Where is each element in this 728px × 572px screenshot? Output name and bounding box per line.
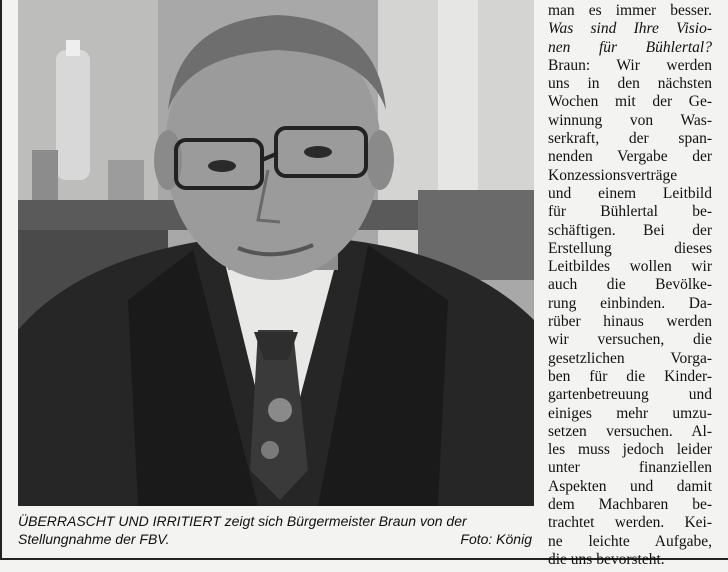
- article-text-line: trachtet werden. Kei-: [548, 514, 712, 532]
- article-text-line: winnung von Was-: [548, 111, 712, 129]
- article-question-line: Was sind Ihre Visio-: [548, 20, 712, 38]
- article-question-line: nen für Bühlertal?: [548, 38, 712, 56]
- article-text-line: wir versuchen, die: [548, 331, 712, 349]
- article-text-line: und einem Leitbild: [548, 184, 712, 202]
- page-border-left: [0, 0, 2, 560]
- portrait-photo: [18, 0, 534, 506]
- article-text-line: rüber hinaus werden: [548, 313, 712, 331]
- article-text-line: Wochen mit der Ge-: [548, 93, 712, 111]
- photo-credit: Foto: König: [460, 531, 532, 547]
- article-text-line: setzen versuchen. Al-: [548, 422, 712, 440]
- article-text-line: einiges mehr umzu-: [548, 404, 712, 422]
- article-text-line: gartenbetreuung und: [548, 386, 712, 404]
- article-text-line: Leitbildes wollen wir: [548, 258, 712, 276]
- article-text-line: rung einbinden. Da-: [548, 294, 712, 312]
- article-text-line: nenden Vergabe der: [548, 148, 712, 166]
- article-text-line: unter finanziellen: [548, 459, 712, 477]
- article-text-line: Erstellung dieses: [548, 239, 712, 257]
- article-text-line: dem Machbaren be-: [548, 496, 712, 514]
- article-text-line: die uns bevorsteht.: [548, 550, 665, 568]
- caption-line-1: ÜBERRASCHT UND IRRITIERT zeigt sich Bürgermeister Braun von der: [18, 513, 467, 529]
- article-text-line: gesetzlichen Vorga-: [548, 349, 712, 367]
- photo-caption: [18, 512, 532, 548]
- article-text-line: Aspekten und damit: [548, 477, 712, 495]
- article-column: [548, 2, 712, 569]
- article-text-line: ben für die Kinder-: [548, 367, 712, 385]
- article-text-line: Konzessionsverträge: [548, 166, 678, 184]
- caption-line-2: Stellungnahme der FBV.: [18, 531, 170, 547]
- article-text-line: auch die Bevölke-: [548, 276, 712, 294]
- article-text-line: schäftigen. Bei der: [548, 221, 712, 239]
- article-text-line: ne leichte Aufgabe,: [548, 532, 712, 550]
- article-text-line: les muss jedoch leider: [548, 441, 712, 459]
- article-text-line: uns in den nächsten: [548, 75, 712, 93]
- article-text-line: serkraft, der span-: [548, 130, 712, 148]
- article-text-line: man es immer besser.: [548, 2, 712, 19]
- article-text-line: für Bühlertal be-: [548, 203, 712, 221]
- article-text-line: Braun: Wir werden: [548, 56, 712, 74]
